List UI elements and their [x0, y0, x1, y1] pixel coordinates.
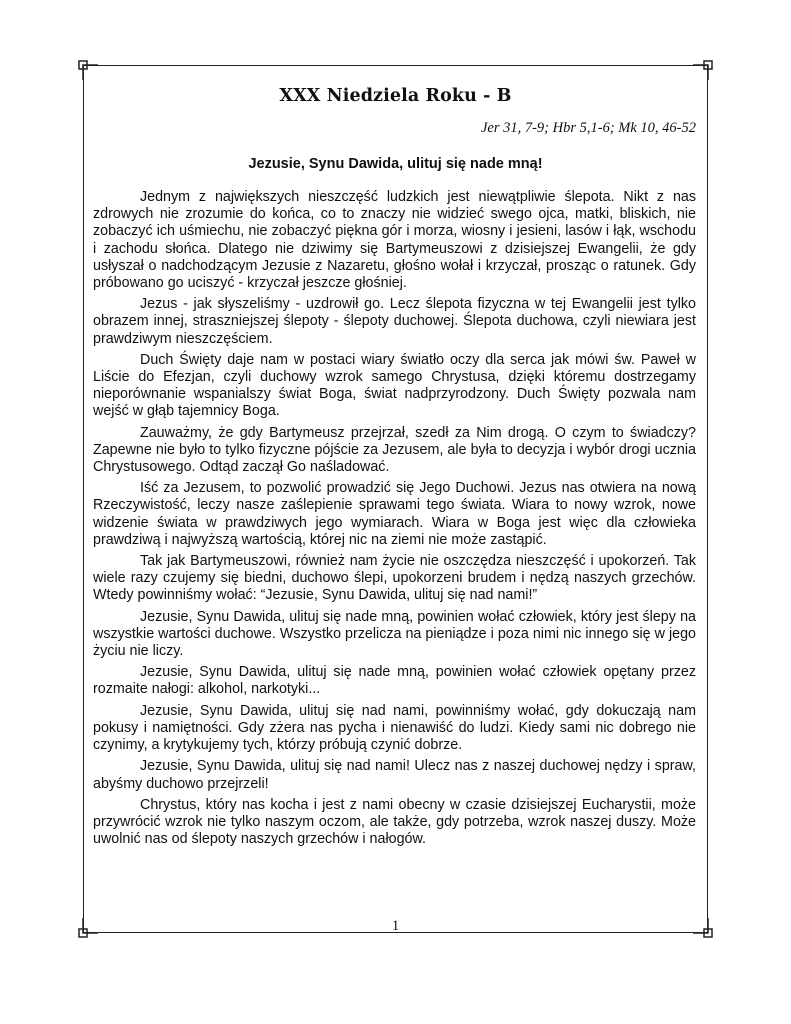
paragraph: Jezusie, Synu Dawida, ulituj się nad nami! Ulecz nas z naszej duchowej nędzy i spraw, abyśmy duchowo przejrzeli! [93, 758, 696, 792]
homily-body [93, 189, 696, 852]
paragraph: Jezusie, Synu Dawida, ulituj się nade mną, powinien wołać człowiek, który jest ślepy na wszystkie wartości duchowe. Wszystko przelicza na pieniądze i poza nimi nic innego się w jego życiu nie liczy. [93, 608, 696, 660]
corner-ornament-icon [693, 58, 715, 80]
paragraph: Iść za Jezusem, to pozwolić prowadzić się Jego Duchowi. Jezus nas otwiera na nową Rzeczywistość, leczy nasze zaślepienie sprawami tego świata. Wiara to nowy wzrok, nowe widzenie świata w prawdziwych jego wymiarach. Wiara w Boga jest więc dla człowieka prawdziwą i najwyższą wartością, której nic na ziemi nie może zastąpić. [93, 480, 696, 548]
paragraph: Jezusie, Synu Dawida, ulituj się nad nami, powinniśmy wołać, gdy dokuczają nam pokusy i namiętności. Gdy zżera nas pycha i nienawiść do ludzi. Kiedy sami nic dobrego nie czynimy, a krytykujemy tych, którzy próbują czynić dobrze. [93, 702, 696, 754]
paragraph: Jednym z największych nieszczęść ludzkich jest niewątpliwie ślepota. Nikt z nas zdrowych nie zrozumie do końca, co to znaczy nie widzieć swego ojca, matki, bliskich, nie zobaczyć ich uśmiechu, nie zobaczyć piękna gór i morza, wiosny i jesieni, lasów i łąk, wschodu i zachodu słońca. Dlatego nie dziwimy się Bartymeuszowi z dzisiejszej Ewangelii, że gdy usłyszał o nadchodzącym Jezusie z Nazaretu, głośno wołał i krzyczał, prosząc o ratunek. Gdy próbowano go uciszyć - krzyczał jeszcze głośniej. [93, 189, 696, 292]
page-number: 1 [391, 918, 400, 934]
scripture-references: Jer 31, 7-9; Hbr 5,1-6; Mk 10, 46-52 [480, 120, 696, 136]
paragraph: Chrystus, który nas kocha i jest z nami obecny w czasie dzisiejszej Eucharystii, może przywrócić wzrok nie tylko naszym oczom, ale także, gdy potrzeba, wzrok naszej duszy. Może uwolnić nas od ślepoty naszych grzechów i nałogów. [93, 796, 696, 848]
paragraph: Zauważmy, że gdy Bartymeusz przejrzał, szedł za Nim drogą. O czym to świadczy? Zapewne nie było to tylko fizyczne pójście za Jezusem, ale była to decyzja i wybór drogi ucznia Chrystusowego. Odtąd zaczął Go naśladować. [93, 424, 696, 476]
page-title: XXX Niedziela Roku - B [279, 86, 512, 106]
paragraph: Jezus - jak słyszeliśmy - uzdrowił go. Lecz ślepota fizyczna w tej Ewangelii jest tylko obrazem innej, straszniejszej ślepoty - ślepoty duchowej. Ślepota duchowa, czyli niewiara jest prawdziwym nieszczęściem. [93, 296, 696, 347]
paragraph: Jezusie, Synu Dawida, ulituj się nade mną, powinien wołać człowiek opętany przez rozmaite nałogi: alkohol, narkotyki... [93, 664, 696, 698]
paragraph: Duch Święty daje nam w postaci wiary światło oczy dla serca jak mówi św. Paweł w Liście do Efezjan, czyli duchowy wzrok samego Chrystusa, dzięki któremu dostrzegamy nieporównanie wspanialszy świat Boga, świat nadprzyrodzony. Duch Święty pozwala nam wejść w głąb tajemnicy Boga. [93, 351, 696, 420]
homily-subtitle: Jezusie, Synu Dawida, ulituj się nade mną! [248, 156, 543, 172]
corner-ornament-icon [76, 58, 98, 80]
paragraph: Tak jak Bartymeuszowi, również nam życie nie oszczędza nieszczęść i upokorzeń. Tak wiele razy czujemy się biedni, duchowo ślepi, upokorzeni brudem i nędzą naszych grzechów. Wtedy powinniśmy wołać: “Jezusie, Synu Dawida, ulituj się nad nami!” [93, 553, 696, 604]
